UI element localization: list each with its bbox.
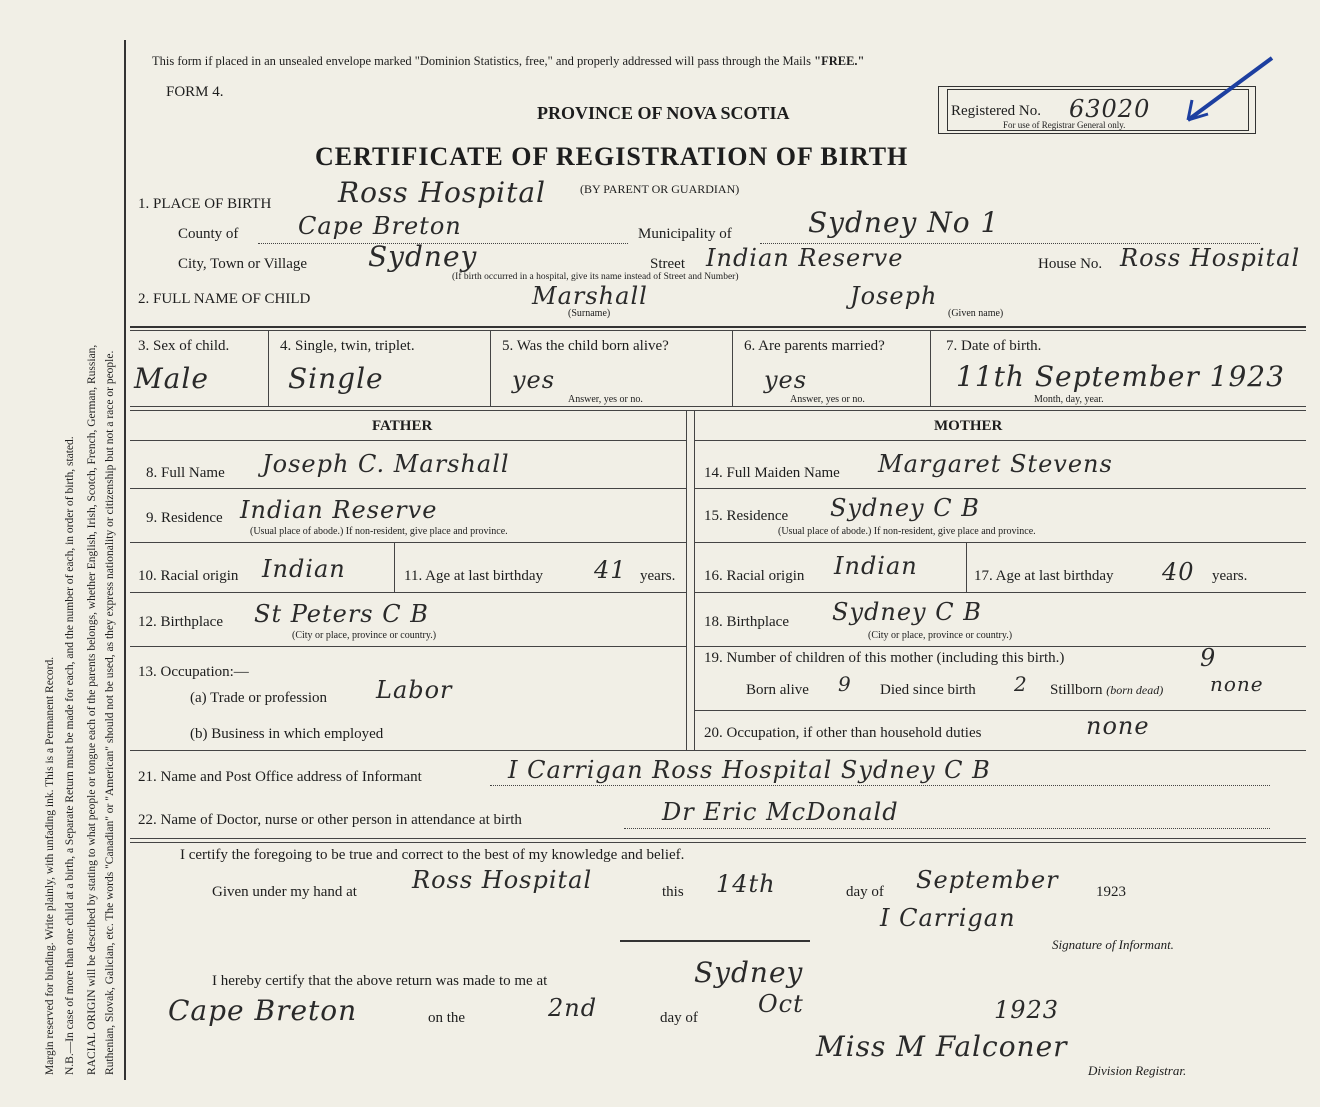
father-age-label: 11. Age at last birthday xyxy=(404,568,543,584)
city-value: Sydney xyxy=(368,240,478,273)
died-since-birth-label: Died since birth xyxy=(880,682,976,698)
place-of-birth-value: Ross Hospital xyxy=(338,176,547,209)
parents-married-hint: Answer, yes or no. xyxy=(790,394,865,405)
father-name-value: Joseph C. Marshall xyxy=(262,450,510,478)
given-month-value: September xyxy=(916,866,1059,894)
margin-note-3: RACIAL ORIGIN will be described by stating to what people or tongue each of the parents belongs, whether English, Irish, Scotch, French, German, Russian, xyxy=(86,344,98,1075)
mother-heading: MOTHER xyxy=(934,418,1003,434)
mother-residence-hint: (Usual place of abode.) If non-resident, give place and province. xyxy=(778,526,1036,537)
father-residence-hint: (Usual place of abode.) If non-resident, give place and province. xyxy=(250,526,508,537)
by-parent-note: (BY PARENT OR GUARDIAN) xyxy=(580,182,740,196)
father-business-label: (b) Business in which employed xyxy=(190,726,384,742)
mother-children-label: 19. Number of children of this mother (including this birth.) xyxy=(704,650,1065,666)
informant-value: I Carrigan Ross Hospital Sydney C B xyxy=(508,756,991,784)
father-trade-value: Labor xyxy=(376,676,453,704)
mother-birthplace-label: 18. Birthplace xyxy=(704,614,789,630)
parents-married-value: yes xyxy=(764,366,808,394)
on-the-label: on the xyxy=(428,1010,466,1026)
father-residence-value: Indian Reserve xyxy=(240,496,438,524)
given-year-value: 1923 xyxy=(1096,884,1126,900)
mother-racial-label: 16. Racial origin xyxy=(704,568,805,584)
municipality-value: Sydney No 1 xyxy=(808,206,1000,239)
dob-hint: Month, day, year. xyxy=(1034,394,1104,405)
child-given-name: Joseph xyxy=(850,282,938,310)
mother-age-value: 40 xyxy=(1162,558,1195,586)
father-heading: FATHER xyxy=(372,418,433,434)
informant-label: 21. Name and Post Office address of Informant xyxy=(138,769,422,785)
father-birthplace-hint: (City or place, province or country.) xyxy=(292,630,437,641)
doctor-label: 22. Name of Doctor, nurse or other person in attendance at birth xyxy=(138,812,522,828)
house-label: House No. xyxy=(1038,256,1103,272)
province-heading: PROVINCE OF NOVA SCOTIA xyxy=(537,103,790,123)
born-alive-hint: Answer, yes or no. xyxy=(568,394,643,405)
surname-label: (Surname) xyxy=(568,308,611,319)
father-residence-label: 9. Residence xyxy=(146,510,223,526)
dob-value: 11th September 1923 xyxy=(956,360,1285,393)
father-trade-label: (a) Trade or profession xyxy=(190,690,328,706)
given-name-label: (Given name) xyxy=(948,308,1004,319)
check-mark-icon xyxy=(1180,50,1280,130)
given-under-label: Given under my hand at xyxy=(212,884,357,900)
born-alive-label: 5. Was the child born alive? xyxy=(502,338,669,354)
born-alive-count-label: Born alive xyxy=(746,682,809,698)
mother-birthplace-hint: (City or place, province or country.) xyxy=(868,630,1013,641)
street-label: Street xyxy=(650,256,685,272)
father-name-label: 8. Full Name xyxy=(146,465,225,481)
father-racial-label: 10. Racial origin xyxy=(138,568,239,584)
child-surname: Marshall xyxy=(532,282,648,310)
doctor-value: Dr Eric McDonald xyxy=(662,798,899,826)
parents-married-label: 6. Are parents married? xyxy=(744,338,885,354)
mother-name-value: Margaret Stevens xyxy=(878,450,1113,478)
father-birthplace-label: 12. Birthplace xyxy=(138,614,223,630)
house-value: Ross Hospital xyxy=(1120,244,1301,272)
county-value: Cape Breton xyxy=(298,212,462,240)
registrar-month-value: Oct xyxy=(758,990,804,1018)
plurality-label: 4. Single, twin, triplet. xyxy=(280,338,415,354)
mother-residence-value: Sydney C B xyxy=(830,494,980,522)
born-alive-count-value: 9 xyxy=(838,672,852,696)
place-of-birth-label: 1. PLACE OF BIRTH xyxy=(138,196,272,212)
this-label: this xyxy=(662,884,684,900)
binding-margin-line xyxy=(124,40,126,1080)
margin-note-2: N.B.—In case of more than one child at a birth, a Separate Return must be made for each, and the number of each, in order of birth, stated. xyxy=(64,436,76,1075)
mother-children-value: 9 xyxy=(1200,644,1217,672)
certify-statement: I certify the foregoing to be true and correct to the best of my knowledge and belief. xyxy=(180,847,685,863)
father-age-value: 41 xyxy=(594,556,627,584)
registered-no-label: Registered No. xyxy=(951,103,1041,119)
registrar-statement: I hereby certify that the above return was made to me at xyxy=(212,973,548,989)
died-since-birth-value: 2 xyxy=(1014,672,1028,696)
margin-note-1: Margin reserved for binding. Write plainly, with unfading ink. This is a Permanent Record. xyxy=(44,656,56,1075)
dob-label: 7. Date of birth. xyxy=(946,338,1042,354)
sex-value: Male xyxy=(134,362,209,395)
registrar-year-value: 1923 xyxy=(994,996,1060,1024)
mother-residence-label: 15. Residence xyxy=(704,508,789,524)
sex-label: 3. Sex of child. xyxy=(138,338,230,354)
county-label: County of xyxy=(178,226,239,242)
registrar-place-value: Sydney xyxy=(694,956,804,989)
mother-age-label: 17. Age at last birthday xyxy=(974,568,1114,584)
street-value: Indian Reserve xyxy=(706,244,904,272)
father-racial-value: Indian xyxy=(262,555,346,583)
division-registrar-label: Division Registrar. xyxy=(1088,1063,1187,1078)
form-number: FORM 4. xyxy=(166,84,224,100)
father-birthplace-value: St Peters C B xyxy=(254,600,429,628)
mother-occupation-label: 20. Occupation, if other than household duties xyxy=(704,725,982,741)
margin-note-4: Ruthenian, Slovak, Galician, etc. The words "Canadian" or "American" should not be used, as they express nationality or citizenship but not a race or people. xyxy=(104,350,116,1075)
registrar-signature: Miss M Falconer xyxy=(816,1030,1068,1063)
registrar-day-of-label: day of xyxy=(660,1010,698,1026)
stillborn-value: none xyxy=(1210,672,1264,696)
born-alive-value: yes xyxy=(512,366,556,394)
child-name-label: 2. FULL NAME OF CHILD xyxy=(138,291,311,307)
certificate-title: CERTIFICATE OF REGISTRATION OF BIRTH xyxy=(315,142,909,171)
mail-notice: This form if placed in an unsealed envelope marked "Dominion Statistics, free," and properly addressed will pass through the Mails "FREE." xyxy=(152,54,865,68)
informant-signature: I Carrigan xyxy=(880,904,1016,932)
mother-name-label: 14. Full Maiden Name xyxy=(704,465,840,481)
hospital-note: (If birth occurred in a hospital, give its name instead of Street and Number) xyxy=(452,272,739,282)
stillborn-label: Stillborn (born dead) xyxy=(1050,682,1164,698)
signature-of-informant-label: Signature of Informant. xyxy=(1052,937,1174,952)
father-occupation-label: 13. Occupation:— xyxy=(138,664,249,680)
mother-racial-value: Indian xyxy=(834,552,918,580)
registrar-note: For use of Registrar General only. xyxy=(1003,120,1126,130)
city-label: City, Town or Village xyxy=(178,256,308,272)
municipality-label: Municipality of xyxy=(638,226,732,242)
father-years-label: years. xyxy=(640,568,676,584)
mother-years-label: years. xyxy=(1212,568,1248,584)
registrar-day-value: 2nd xyxy=(548,994,598,1022)
given-day-of-label: day of xyxy=(846,884,884,900)
registrar-county-value: Cape Breton xyxy=(168,994,358,1027)
mother-occupation-value: none xyxy=(1086,712,1150,740)
registered-no-value: 63020 xyxy=(1069,95,1151,123)
mother-birthplace-value: Sydney C B xyxy=(832,598,982,626)
given-at-value: Ross Hospital xyxy=(412,866,593,894)
plurality-value: Single xyxy=(288,362,384,395)
given-day-value: 14th xyxy=(716,870,776,898)
